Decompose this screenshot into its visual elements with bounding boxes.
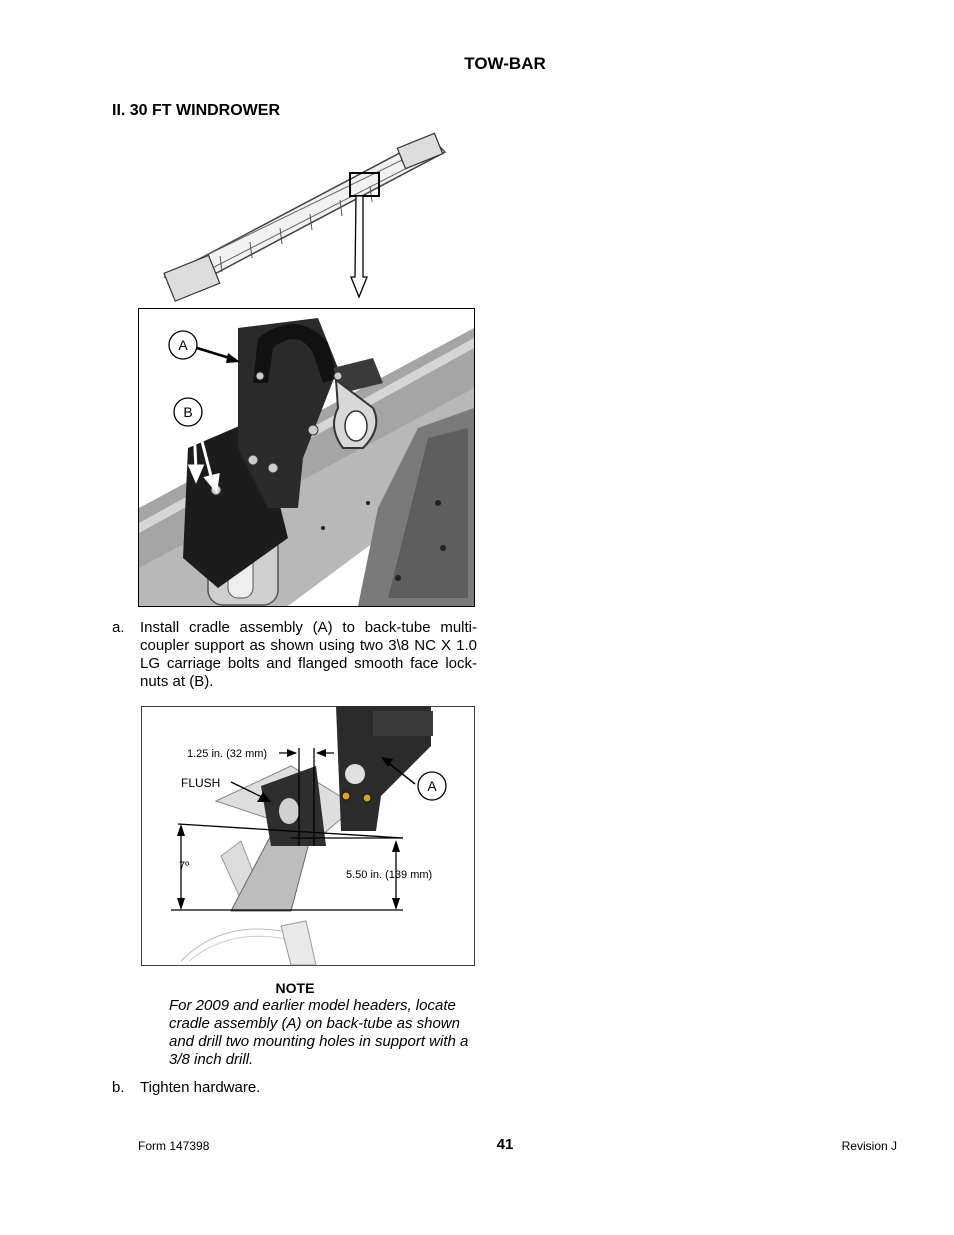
footer-revision: Revision J <box>841 1139 897 1153</box>
step-a-text: Install cradle assembly (A) to back-tube multi-coupler support as shown using two 3\8 NC X 1.0 LG carriage bolts and flanged smooth face lock-nuts at (B). <box>140 619 477 690</box>
detail-arrow <box>351 196 367 297</box>
footer-page-number: 41 <box>496 1136 514 1153</box>
dim-width-label: 1.25 in. (32 mm) <box>187 748 268 760</box>
note-title: NOTE <box>275 980 315 996</box>
callout-a-label: A <box>178 337 188 353</box>
step-a-label: a. <box>112 619 125 636</box>
angle-label: 7º <box>179 860 190 872</box>
header-overview-illustration <box>160 132 450 304</box>
step-b-label: b. <box>112 1079 125 1096</box>
flush-label: FLUSH <box>181 776 221 790</box>
section-heading: II. 30 FT WINDROWER <box>112 102 280 119</box>
dim-height-label: 5.50 in. (139 mm) <box>346 869 433 881</box>
step-b-text: Tighten hardware. <box>140 1079 261 1096</box>
callout-b-label: B <box>183 404 193 420</box>
callout-a-fig2-label: A <box>427 778 437 794</box>
cradle-assembly-photo <box>138 308 475 607</box>
page-title: TOW-BAR <box>464 54 546 73</box>
note-body: For 2009 and earlier model headers, locate cradle assembly (A) on back-tube as shown and drill two mounting holes in support with a 3/8 inch drill. <box>169 997 469 1068</box>
dimension-diagram <box>141 706 475 966</box>
footer-form-number: Form 147398 <box>138 1139 210 1153</box>
